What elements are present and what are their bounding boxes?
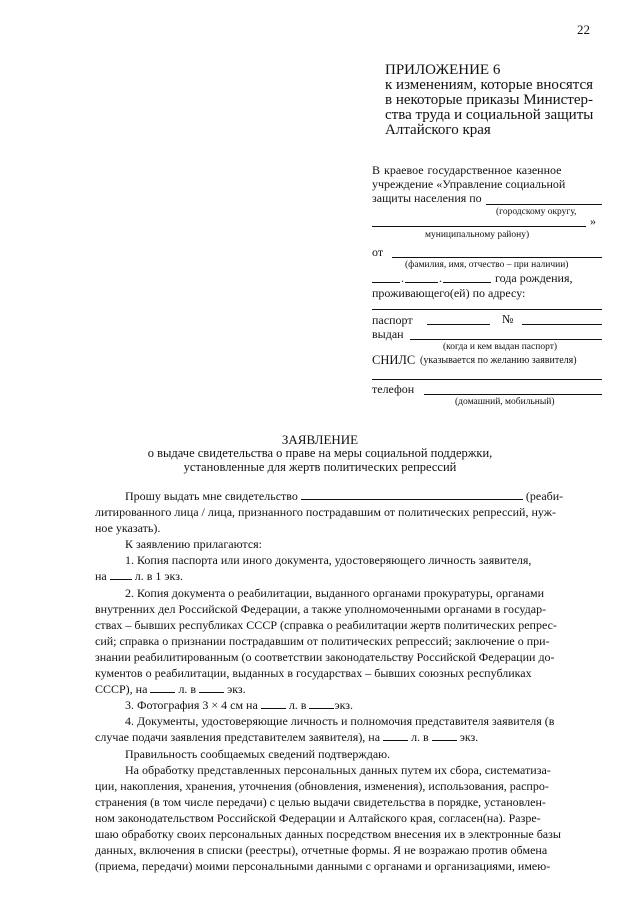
request-line: ное указать). <box>95 521 161 536</box>
page-number: 22 <box>577 22 590 37</box>
consent-line: данных, включения в списки (реестры), отчетные формы. Я не возражаю против обмена <box>95 843 548 858</box>
attachment-item: ствах – бывших республиках СССР (справка о реабилитации жертв политических репрес- <box>95 617 557 632</box>
phone-field-line[interactable] <box>424 394 602 395</box>
attachment-item: внутренних дел Российской Федерации, а также уполномоченными органами в государ- <box>95 601 547 616</box>
copies-field[interactable] <box>432 730 457 741</box>
appendix-line: к изменениям, которые вносятся <box>385 77 594 93</box>
request-line: Прошу выдать мне свидетельство (реаби- <box>125 489 564 503</box>
district-hint: (городскому округу, <box>496 207 577 217</box>
date-separator: . <box>439 271 442 285</box>
passport-series-field[interactable] <box>427 324 490 325</box>
sheets-field[interactable] <box>110 569 132 580</box>
request-line: литированного лица / лица, признанного пострадавшим от политических репрессий, нуж- <box>95 505 557 520</box>
birth-month-field[interactable] <box>405 282 438 283</box>
attachment-item: 1. Копия паспорта или иного документа, удостоверяющего личность заявителя, <box>125 553 532 568</box>
appendix-line: в некоторые приказы Министер- <box>385 92 594 108</box>
consent-line: ции, накопления, хранения, уточнения (обновления, изменения), использования, распро- <box>95 778 549 793</box>
quote-close: » <box>590 214 596 228</box>
statement-body <box>95 488 600 874</box>
attachment-item: 4. Документы, удостоверяющие личность и полномочия представителя заявителя (в <box>125 714 555 729</box>
birth-year-label: года рождения, <box>495 271 573 285</box>
statement-subtitle: установленные для жертв политических репрессий <box>183 460 457 474</box>
issued-field-line[interactable] <box>410 339 602 340</box>
district-field-line-2[interactable] <box>372 226 586 227</box>
attachment-item: на л. в 1 экз. <box>95 569 183 584</box>
addressee-line: защиты населения по <box>372 191 482 205</box>
consent-line: странения (в том числе передачи) с целью выдачи свидетельства в порядке, установлен- <box>95 794 546 809</box>
birth-day-field[interactable] <box>372 282 400 283</box>
snils-hint: (указывается по желанию заявителя) <box>420 355 577 366</box>
fio-hint: (фамилия, имя, отчество – при наличии) <box>405 260 569 270</box>
copies-field[interactable] <box>199 682 224 693</box>
attachment-item: знании реабилитированным (о соответствии законодательству Российской Федерации до- <box>95 649 555 664</box>
issued-label: выдан <box>372 327 404 341</box>
statement-heading: ЗАЯВЛЕНИЕ <box>281 432 359 447</box>
attachment-item: сий; справка о признании пострадавшим от политических репрессий; заключение о при- <box>95 633 550 648</box>
number-label: № <box>502 312 514 326</box>
phone-hint: (домашний, мобильный) <box>455 397 555 407</box>
addressee-line: В краевое государственное казенное <box>372 163 562 177</box>
attachment-item: СССР), на л. в экз. <box>95 682 246 697</box>
appendix-line: Алтайского края <box>385 122 491 138</box>
confirmation-line: Правильность сообщаемых сведений подтверждаю. <box>125 746 391 761</box>
phone-label: телефон <box>372 382 415 396</box>
appendix-line: ства труда и социальной защиты <box>385 107 594 123</box>
passport-label: паспорт <box>372 313 413 327</box>
attachment-item: 3. Фотография 3 × 4 см на л. в экз. <box>125 698 354 713</box>
snils-field-line[interactable] <box>372 379 602 380</box>
consent-line: шаю обработку своих персональных данных посредством внесения их в электронные базы <box>95 826 561 841</box>
sheets-field[interactable] <box>261 698 286 709</box>
fio-field-line[interactable] <box>392 257 602 258</box>
statement-subtitle: о выдаче свидетельства о праве на меры социальной поддержки, <box>147 446 493 460</box>
attachment-item: случае подачи заявления представителем заявителя), на л. в экз. <box>95 730 479 745</box>
issued-hint: (когда и кем выдан паспорт) <box>443 342 558 352</box>
consent-line: ном законодательством Российской Федерации и Алтайского края, согласен(на). Разре- <box>95 810 541 825</box>
attachments-label: К заявлению прилагаются: <box>125 537 263 552</box>
attachment-item: кументов о реабилитации, выданных в государствах – бывших союзных республиках <box>95 666 532 681</box>
birth-year-field[interactable] <box>443 282 491 283</box>
sheets-field[interactable] <box>150 682 175 693</box>
municipal-hint: муниципальному району) <box>425 230 530 240</box>
attachment-item: 2. Копия документа о реабилитации, выданного органами прокуратуры, органами <box>125 585 545 600</box>
appendix-title: ПРИЛОЖЕНИЕ 6 <box>385 62 501 78</box>
addressee-line: учреждение «Управление социальной <box>372 177 566 191</box>
copies-field[interactable] <box>309 698 334 709</box>
consent-line: (приема, передачи) моими персональными данными с органами и организациями, имею- <box>95 859 551 874</box>
sheets-field[interactable] <box>383 730 408 741</box>
from-label: от <box>372 245 384 259</box>
certificate-type-field[interactable] <box>301 489 523 500</box>
residing-label: проживающего(ей) по адресу: <box>372 286 526 300</box>
district-field-line[interactable] <box>486 204 602 205</box>
date-separator: . <box>401 271 404 285</box>
consent-line: На обработку представленных персональных данных путем их сбора, систематиза- <box>125 762 551 777</box>
address-field-line[interactable] <box>372 309 602 310</box>
snils-label: СНИЛС <box>372 353 416 367</box>
passport-number-field[interactable] <box>522 324 602 325</box>
